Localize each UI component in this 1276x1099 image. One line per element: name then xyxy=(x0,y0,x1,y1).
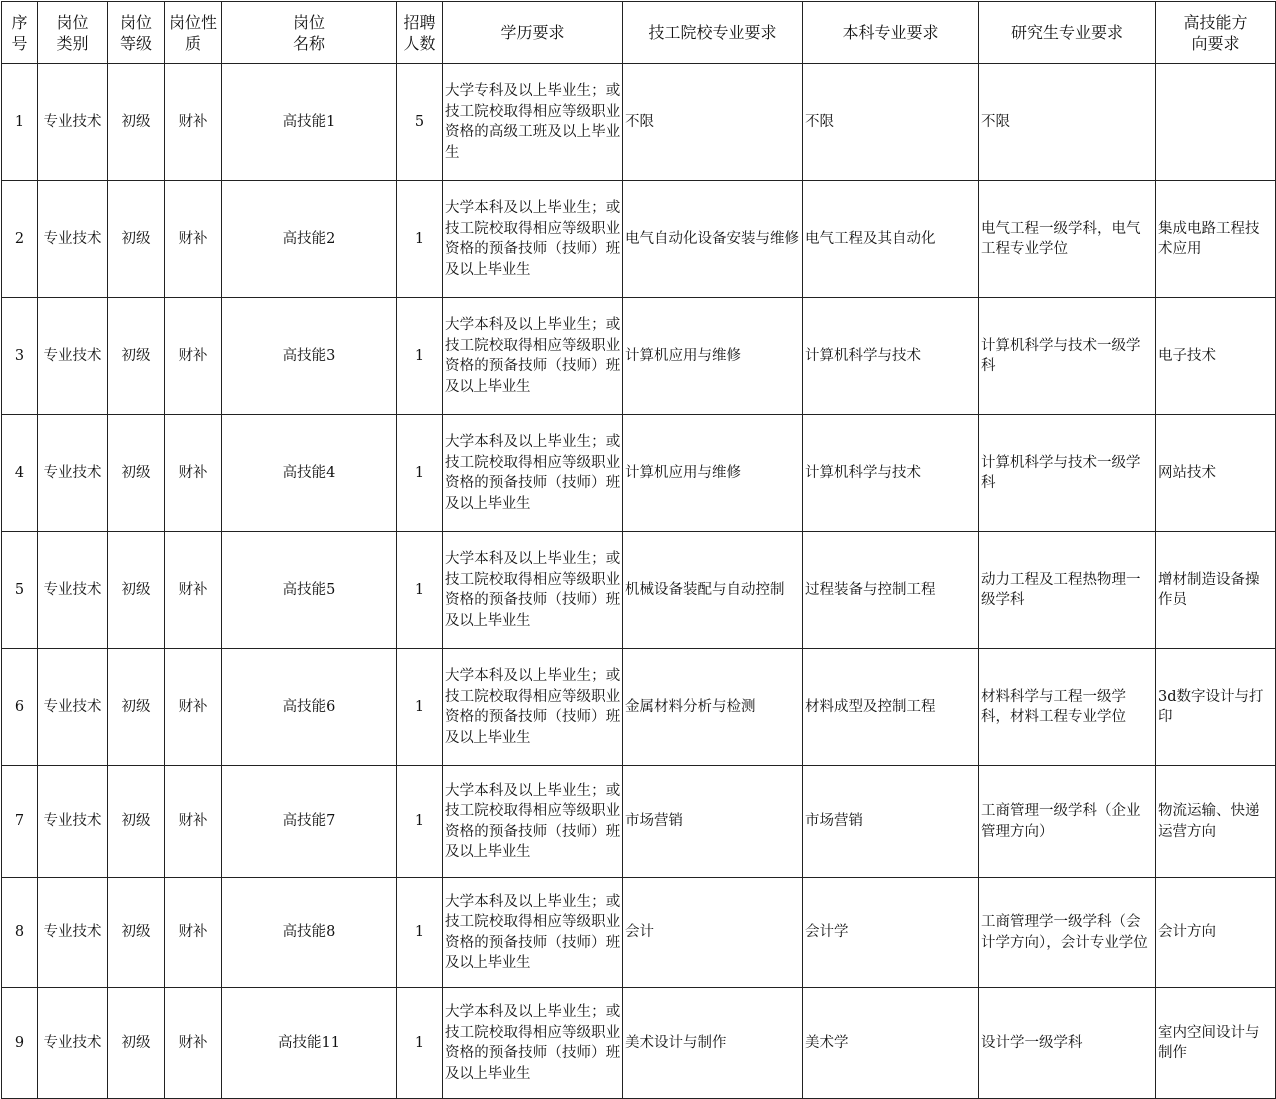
cell-nature: 财补 xyxy=(165,181,222,298)
cell-count: 1 xyxy=(397,988,443,1099)
recruitment-table xyxy=(1,1,1276,1099)
cell-nature: 财补 xyxy=(165,988,222,1099)
cell-undergraduate: 计算机科学与技术 xyxy=(803,298,979,415)
cell-graduate: 设计学一级学科 xyxy=(979,988,1156,1099)
cell-category: 专业技术 xyxy=(38,878,108,988)
cell-technical-school: 不限 xyxy=(623,64,803,181)
cell-undergraduate: 过程装备与控制工程 xyxy=(803,532,979,649)
cell-education: 大学专科及以上毕业生；或技工院校取得相应等级职业资格的高级工班及以上毕业生 xyxy=(443,64,623,181)
cell-name: 高技能3 xyxy=(222,298,397,415)
cell-technical-school: 计算机应用与维修 xyxy=(623,415,803,532)
cell-name: 高技能11 xyxy=(222,988,397,1099)
cell-category: 专业技术 xyxy=(38,415,108,532)
cell-undergraduate: 不限 xyxy=(803,64,979,181)
cell-undergraduate: 材料成型及控制工程 xyxy=(803,649,979,766)
table-row xyxy=(2,298,1276,415)
cell-high-skill: 网站技术 xyxy=(1156,415,1276,532)
cell-nature: 财补 xyxy=(165,766,222,878)
cell-undergraduate: 市场营销 xyxy=(803,766,979,878)
cell-technical-school: 电气自动化设备安装与维修 xyxy=(623,181,803,298)
cell-name: 高技能2 xyxy=(222,181,397,298)
cell-undergraduate: 电气工程及其自动化 xyxy=(803,181,979,298)
cell-nature: 财补 xyxy=(165,415,222,532)
cell-graduate: 电气工程一级学科，电气工程专业学位 xyxy=(979,181,1156,298)
cell-technical-school: 计算机应用与维修 xyxy=(623,298,803,415)
table-row xyxy=(2,181,1276,298)
cell-education: 大学本科及以上毕业生；或技工院校取得相应等级职业资格的预备技师（技师）班及以上毕业生 xyxy=(443,766,623,878)
cell-graduate: 材料科学与工程一级学科，材料工程专业学位 xyxy=(979,649,1156,766)
cell-education: 大学本科及以上毕业生；或技工院校取得相应等级职业资格的预备技师（技师）班及以上毕业生 xyxy=(443,181,623,298)
cell-category: 专业技术 xyxy=(38,532,108,649)
header-education: 学历要求 xyxy=(443,2,623,64)
cell-count: 1 xyxy=(397,298,443,415)
cell-name: 高技能7 xyxy=(222,766,397,878)
cell-level: 初级 xyxy=(108,649,165,766)
cell-education: 大学本科及以上毕业生；或技工院校取得相应等级职业资格的预备技师（技师）班及以上毕业生 xyxy=(443,532,623,649)
cell-high-skill: 会计方向 xyxy=(1156,878,1276,988)
cell-category: 专业技术 xyxy=(38,64,108,181)
cell-graduate: 工商管理学一级学科（会计学方向），会计专业学位 xyxy=(979,878,1156,988)
cell-seq: 7 xyxy=(2,766,38,878)
cell-high-skill: 电子技术 xyxy=(1156,298,1276,415)
cell-graduate: 不限 xyxy=(979,64,1156,181)
cell-category: 专业技术 xyxy=(38,649,108,766)
cell-seq: 5 xyxy=(2,532,38,649)
cell-count: 1 xyxy=(397,415,443,532)
cell-name: 高技能6 xyxy=(222,649,397,766)
table-row xyxy=(2,532,1276,649)
cell-nature: 财补 xyxy=(165,649,222,766)
header-row xyxy=(2,2,1276,64)
cell-seq: 2 xyxy=(2,181,38,298)
cell-undergraduate: 计算机科学与技术 xyxy=(803,415,979,532)
cell-category: 专业技术 xyxy=(38,766,108,878)
cell-level: 初级 xyxy=(108,988,165,1099)
header-technical-school: 技工院校专业要求 xyxy=(623,2,803,64)
cell-high-skill: 物流运输、快递运营方向 xyxy=(1156,766,1276,878)
cell-high-skill xyxy=(1156,64,1276,181)
cell-technical-school: 机械设备装配与自动控制 xyxy=(623,532,803,649)
cell-nature: 财补 xyxy=(165,532,222,649)
header-category: 岗位类别 xyxy=(38,2,108,64)
cell-category: 专业技术 xyxy=(38,298,108,415)
header-level: 岗位等级 xyxy=(108,2,165,64)
header-undergraduate: 本科专业要求 xyxy=(803,2,979,64)
table-row xyxy=(2,878,1276,988)
cell-seq: 6 xyxy=(2,649,38,766)
cell-graduate: 动力工程及工程热物理一级学科 xyxy=(979,532,1156,649)
cell-count: 5 xyxy=(397,64,443,181)
cell-name: 高技能1 xyxy=(222,64,397,181)
header-high-skill: 高技能方向要求 xyxy=(1156,2,1276,64)
cell-undergraduate: 美术学 xyxy=(803,988,979,1099)
cell-name: 高技能8 xyxy=(222,878,397,988)
table-row xyxy=(2,64,1276,181)
cell-category: 专业技术 xyxy=(38,988,108,1099)
cell-graduate: 工商管理一级学科（企业管理方向） xyxy=(979,766,1156,878)
cell-seq: 8 xyxy=(2,878,38,988)
cell-education: 大学本科及以上毕业生；或技工院校取得相应等级职业资格的预备技师（技师）班及以上毕业生 xyxy=(443,988,623,1099)
table-row xyxy=(2,988,1276,1099)
cell-level: 初级 xyxy=(108,298,165,415)
cell-seq: 3 xyxy=(2,298,38,415)
cell-seq: 1 xyxy=(2,64,38,181)
cell-count: 1 xyxy=(397,181,443,298)
cell-level: 初级 xyxy=(108,532,165,649)
cell-level: 初级 xyxy=(108,64,165,181)
cell-high-skill: 增材制造设备操作员 xyxy=(1156,532,1276,649)
cell-graduate: 计算机科学与技术一级学科 xyxy=(979,298,1156,415)
cell-level: 初级 xyxy=(108,181,165,298)
cell-category: 专业技术 xyxy=(38,181,108,298)
header-graduate: 研究生专业要求 xyxy=(979,2,1156,64)
header-seq: 序号 xyxy=(2,2,38,64)
cell-nature: 财补 xyxy=(165,878,222,988)
cell-nature: 财补 xyxy=(165,64,222,181)
cell-count: 1 xyxy=(397,532,443,649)
cell-level: 初级 xyxy=(108,766,165,878)
header-name: 岗位名称 xyxy=(222,2,397,64)
cell-technical-school: 市场营销 xyxy=(623,766,803,878)
header-count: 招聘人数 xyxy=(397,2,443,64)
cell-education: 大学本科及以上毕业生；或技工院校取得相应等级职业资格的预备技师（技师）班及以上毕业生 xyxy=(443,649,623,766)
cell-high-skill: 3d数字设计与打印 xyxy=(1156,649,1276,766)
cell-undergraduate: 会计学 xyxy=(803,878,979,988)
cell-level: 初级 xyxy=(108,415,165,532)
cell-technical-school: 金属材料分析与检测 xyxy=(623,649,803,766)
cell-seq: 9 xyxy=(2,988,38,1099)
cell-level: 初级 xyxy=(108,878,165,988)
table-row xyxy=(2,649,1276,766)
cell-seq: 4 xyxy=(2,415,38,532)
header-nature: 岗位性质 xyxy=(165,2,222,64)
cell-education: 大学本科及以上毕业生；或技工院校取得相应等级职业资格的预备技师（技师）班及以上毕业生 xyxy=(443,415,623,532)
table-row xyxy=(2,766,1276,878)
cell-name: 高技能4 xyxy=(222,415,397,532)
cell-name: 高技能5 xyxy=(222,532,397,649)
cell-education: 大学本科及以上毕业生；或技工院校取得相应等级职业资格的预备技师（技师）班及以上毕业生 xyxy=(443,298,623,415)
cell-high-skill: 集成电路工程技术应用 xyxy=(1156,181,1276,298)
cell-technical-school: 美术设计与制作 xyxy=(623,988,803,1099)
table-row xyxy=(2,415,1276,532)
cell-count: 1 xyxy=(397,766,443,878)
cell-technical-school: 会计 xyxy=(623,878,803,988)
cell-count: 1 xyxy=(397,878,443,988)
cell-nature: 财补 xyxy=(165,298,222,415)
cell-count: 1 xyxy=(397,649,443,766)
cell-high-skill: 室内空间设计与制作 xyxy=(1156,988,1276,1099)
cell-education: 大学本科及以上毕业生；或技工院校取得相应等级职业资格的预备技师（技师）班及以上毕业生 xyxy=(443,878,623,988)
cell-graduate: 计算机科学与技术一级学科 xyxy=(979,415,1156,532)
